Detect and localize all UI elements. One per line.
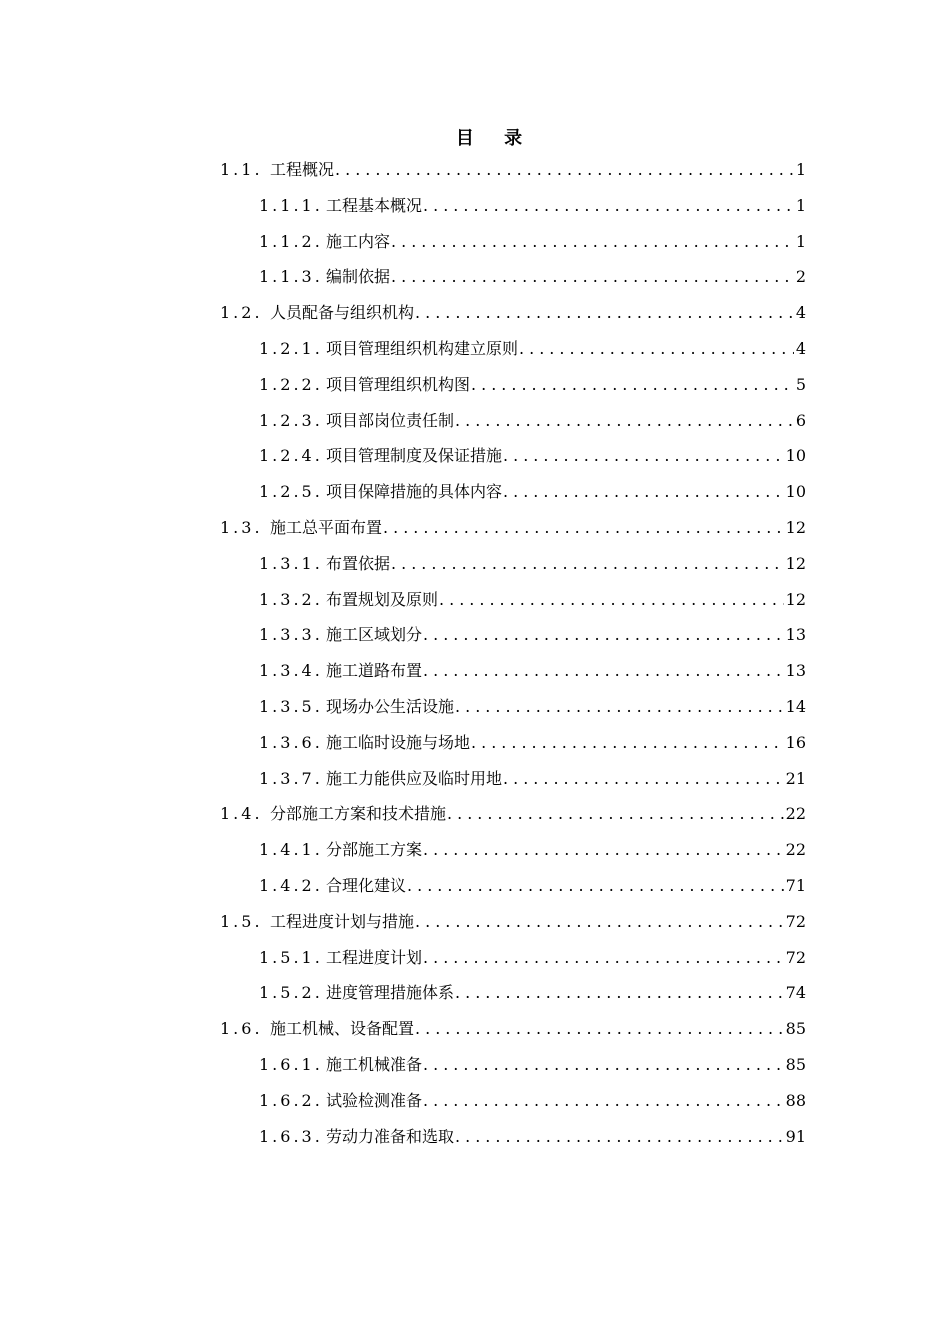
toc-entry-number: 1.6.2. bbox=[259, 1090, 323, 1110]
toc-entry-number: 1.5.1. bbox=[259, 947, 323, 967]
toc-entry-label: 项目部岗位责任制 bbox=[326, 410, 455, 430]
toc-entry-label: 项目管理制度及保证措施 bbox=[326, 446, 503, 466]
toc-entry-label: 施工机械准备 bbox=[326, 1055, 423, 1074]
toc-entry-page-number: 4 bbox=[795, 303, 806, 323]
toc-entry[interactable] bbox=[259, 552, 806, 576]
toc-entry-label: 劳动力准备和选取 bbox=[326, 1126, 455, 1146]
toc-entry-page-number: 21 bbox=[785, 768, 806, 788]
toc-entry-number: 1.4. bbox=[220, 804, 263, 824]
toc-dot-leader bbox=[391, 230, 794, 254]
toc-entry-page-number: 5 bbox=[795, 374, 806, 394]
toc-entry-page-number: 16 bbox=[785, 732, 806, 752]
toc-entry-page-number: 22 bbox=[785, 840, 806, 860]
toc-dot-leader bbox=[415, 301, 794, 325]
toc-entry[interactable] bbox=[259, 1053, 806, 1077]
toc-dot-leader bbox=[503, 480, 784, 504]
toc-entry-label: 分部施工方案和技术措施 bbox=[270, 804, 447, 824]
toc-entry-label: 合理化建议 bbox=[326, 876, 407, 895]
toc-entry-page-number: 6 bbox=[795, 410, 806, 430]
toc-entry-number: 1.6. bbox=[220, 1019, 263, 1039]
toc-entry-label: 布置规划及原则 bbox=[326, 589, 439, 609]
toc-entry-label: 现场办公生活设施 bbox=[326, 697, 455, 716]
toc-entry[interactable] bbox=[220, 516, 806, 540]
toc-entry[interactable] bbox=[259, 838, 806, 862]
toc-entry-page-number: 2 bbox=[795, 267, 806, 287]
toc-dot-leader bbox=[423, 194, 794, 218]
toc-entry-label: 施工道路布置 bbox=[326, 661, 423, 681]
toc-entry-number: 1.3.4. bbox=[259, 661, 323, 681]
toc-entry-label: 项目保障措施的具体内容 bbox=[326, 482, 503, 502]
toc-entry-label: 施工临时设施与场地 bbox=[326, 732, 471, 752]
toc-entry-page-number: 74 bbox=[785, 983, 806, 1003]
toc-dot-leader bbox=[415, 910, 784, 934]
toc-entry[interactable] bbox=[259, 265, 806, 289]
toc-entry-number: 1.2.5. bbox=[259, 482, 323, 502]
toc-entry-label: 项目管理组织机构建立原则 bbox=[326, 339, 519, 358]
toc-entry-number: 1.3.2. bbox=[259, 589, 323, 609]
toc-entry-page-number: 85 bbox=[785, 1055, 806, 1074]
toc-entry[interactable] bbox=[259, 480, 806, 504]
toc-entry[interactable] bbox=[259, 659, 806, 683]
toc-entry-label: 施工力能供应及临时用地 bbox=[326, 768, 503, 788]
toc-entry-number: 1.6.3. bbox=[259, 1126, 323, 1146]
toc-entry-label: 施工总平面布置 bbox=[270, 518, 383, 537]
toc-entry-number: 1.3.3. bbox=[259, 625, 323, 645]
toc-dot-leader bbox=[423, 623, 784, 647]
toc-entry-page-number: 12 bbox=[785, 553, 806, 573]
toc-entry-page-number: 1 bbox=[795, 160, 806, 179]
toc-dot-leader bbox=[455, 409, 794, 433]
toc-dot-leader bbox=[423, 838, 784, 862]
toc-dot-leader bbox=[519, 337, 794, 361]
toc-entry-page-number: 71 bbox=[785, 876, 806, 895]
toc-entry-number: 1.2.1. bbox=[259, 339, 323, 358]
toc-entry-page-number: 91 bbox=[785, 1126, 806, 1146]
toc-entry[interactable] bbox=[259, 409, 806, 433]
toc-entry-page-number: 4 bbox=[795, 339, 806, 358]
toc-entry-page-number: 72 bbox=[785, 911, 806, 931]
toc-entry[interactable] bbox=[259, 194, 806, 218]
toc-entry[interactable] bbox=[259, 874, 806, 898]
toc-dot-leader bbox=[471, 731, 784, 755]
toc-dot-leader bbox=[471, 373, 794, 397]
toc-dot-leader bbox=[447, 802, 784, 826]
toc-entry-number: 1.2.3. bbox=[259, 410, 323, 430]
toc-entry-label: 施工区域划分 bbox=[326, 625, 423, 645]
toc-entry-page-number: 12 bbox=[785, 589, 806, 609]
toc-entry-page-number: 13 bbox=[785, 661, 806, 681]
toc-dot-leader bbox=[455, 981, 784, 1005]
toc-title: 目 录 bbox=[455, 128, 535, 149]
toc-dot-leader bbox=[391, 552, 784, 576]
toc-entry-page-number: 88 bbox=[785, 1090, 806, 1110]
toc-entry[interactable] bbox=[259, 230, 806, 254]
toc-entry-number: 1.2. bbox=[220, 303, 263, 323]
toc-dot-leader bbox=[415, 1017, 784, 1041]
toc-entry-page-number: 72 bbox=[785, 947, 806, 967]
toc-entry-label: 布置依据 bbox=[326, 553, 391, 573]
toc-entry[interactable] bbox=[220, 301, 806, 325]
toc-entry-number: 1.6.1. bbox=[259, 1055, 323, 1074]
toc-entry-page-number: 22 bbox=[785, 804, 806, 824]
toc-entry[interactable] bbox=[259, 623, 806, 647]
toc-dot-leader bbox=[455, 1125, 784, 1149]
toc-entry[interactable] bbox=[259, 373, 806, 397]
toc-dot-leader bbox=[423, 946, 784, 970]
toc-entry-number: 1.3.6. bbox=[259, 732, 323, 752]
toc-entry-number: 1.1.3. bbox=[259, 267, 323, 287]
toc-entry[interactable] bbox=[259, 588, 806, 612]
toc-entry-label: 施工机械、设备配置 bbox=[270, 1019, 415, 1039]
toc-entry[interactable] bbox=[259, 1125, 806, 1149]
toc-entry-page-number: 85 bbox=[785, 1019, 806, 1039]
toc-dot-leader bbox=[391, 265, 794, 289]
toc-entry-label: 工程进度计划与措施 bbox=[270, 911, 415, 931]
toc-entry-number: 1.3.5. bbox=[259, 697, 323, 716]
toc-dot-leader bbox=[423, 1089, 784, 1113]
toc-entry-label: 分部施工方案 bbox=[326, 840, 423, 860]
toc-entry[interactable] bbox=[259, 946, 806, 970]
toc-entry-label: 人员配备与组织机构 bbox=[270, 303, 415, 323]
toc-entry[interactable] bbox=[220, 910, 806, 934]
toc-entry-number: 1.4.1. bbox=[259, 840, 323, 860]
toc-entry-label: 项目管理组织机构图 bbox=[326, 374, 471, 394]
toc-entry-page-number: 12 bbox=[785, 518, 806, 537]
toc-entry-label: 施工内容 bbox=[326, 231, 391, 251]
toc-dot-leader bbox=[503, 444, 784, 468]
toc-entry-page-number: 13 bbox=[785, 625, 806, 645]
toc-entry-number: 1.2.4. bbox=[259, 446, 323, 466]
toc-entry-page-number: 10 bbox=[785, 482, 806, 502]
toc-dot-leader bbox=[335, 158, 794, 182]
toc-dot-leader bbox=[455, 695, 784, 719]
toc-entry[interactable] bbox=[220, 158, 806, 182]
toc-entry-label: 工程基本概况 bbox=[326, 195, 423, 215]
toc-entry-label: 试验检测准备 bbox=[326, 1090, 423, 1110]
toc-entry-number: 1.1.2. bbox=[259, 231, 323, 251]
toc-entry-page-number: 1 bbox=[795, 231, 806, 251]
toc-entry-number: 1.5. bbox=[220, 911, 263, 931]
toc-entry-number: 1.3. bbox=[220, 518, 263, 537]
toc-entry[interactable] bbox=[259, 337, 806, 361]
toc-entry-number: 1.1.1. bbox=[259, 195, 323, 215]
toc-entry-page-number: 1 bbox=[795, 195, 806, 215]
toc-entry[interactable] bbox=[220, 802, 806, 826]
toc-entry-label: 工程概况 bbox=[270, 160, 335, 179]
toc-entry[interactable] bbox=[259, 981, 806, 1005]
toc-entry-number: 1.4.2. bbox=[259, 876, 323, 895]
toc-entry-number: 1.3.1. bbox=[259, 553, 323, 573]
toc-entry-label: 工程进度计划 bbox=[326, 947, 423, 967]
toc-dot-leader bbox=[407, 874, 784, 898]
toc-dot-leader bbox=[423, 659, 784, 683]
toc-dot-leader bbox=[439, 588, 784, 612]
toc-dot-leader bbox=[503, 767, 784, 791]
toc-dot-leader bbox=[423, 1053, 784, 1077]
toc-entry[interactable] bbox=[259, 731, 806, 755]
toc-dot-leader bbox=[383, 516, 784, 540]
toc-entry[interactable] bbox=[220, 1017, 806, 1041]
toc-entry-page-number: 14 bbox=[785, 697, 806, 716]
toc-entry-number: 1.3.7. bbox=[259, 768, 323, 788]
toc-entry[interactable] bbox=[259, 1089, 806, 1113]
toc-entry[interactable] bbox=[259, 444, 806, 468]
toc-entry-number: 1.2.2. bbox=[259, 374, 323, 394]
toc-entry-label: 编制依据 bbox=[326, 267, 391, 287]
toc-entry-label: 进度管理措施体系 bbox=[326, 983, 455, 1003]
toc-entry-number: 1.5.2. bbox=[259, 983, 323, 1003]
toc-entry-number: 1.1. bbox=[220, 160, 263, 179]
toc-entry[interactable] bbox=[259, 767, 806, 791]
toc-entry-page-number: 10 bbox=[785, 446, 806, 466]
toc-entry[interactable] bbox=[259, 695, 806, 719]
